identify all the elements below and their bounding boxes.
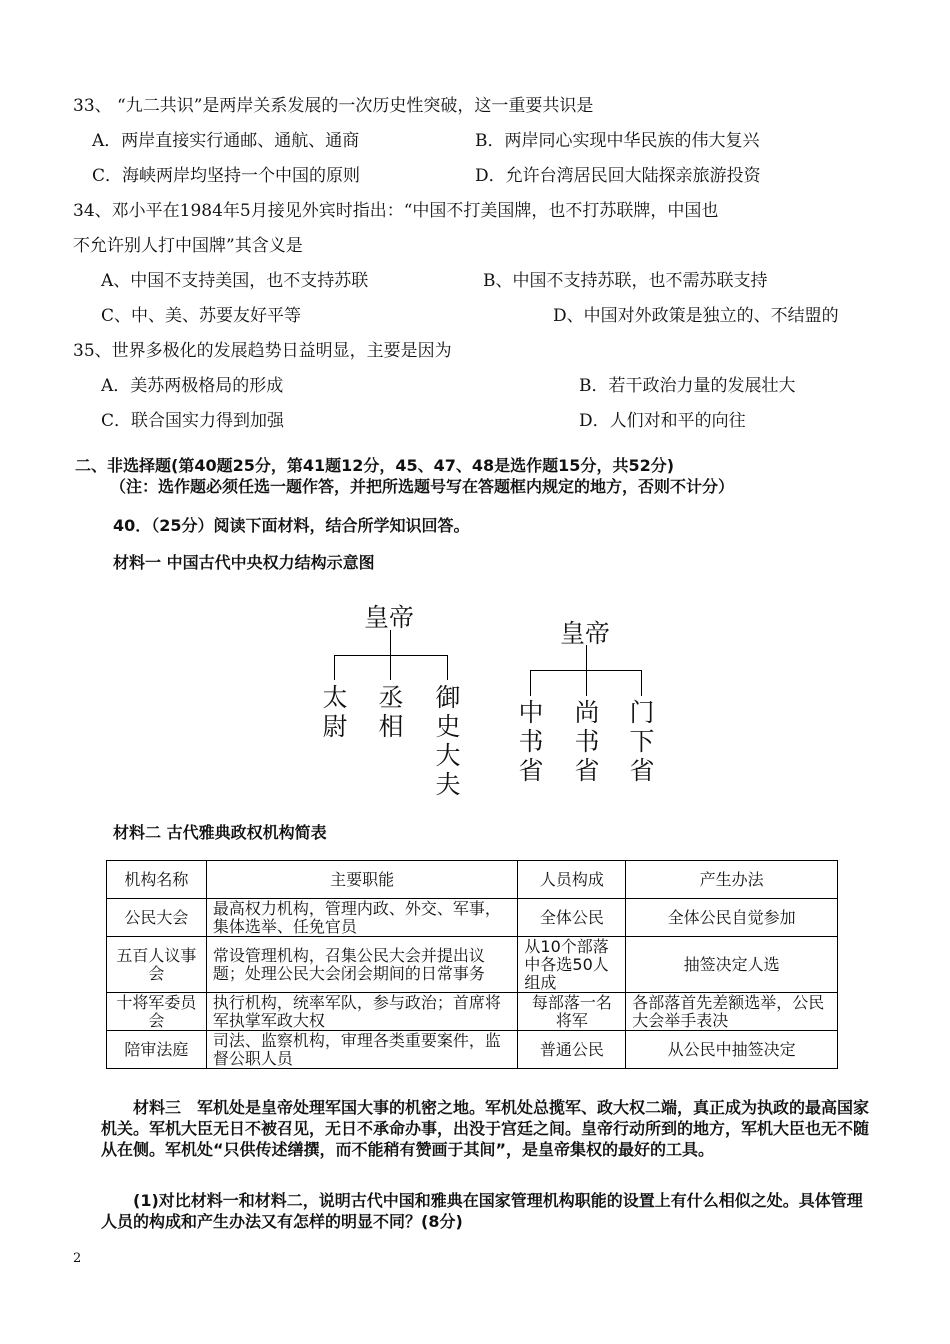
diagram-left-child-2: 丞相 bbox=[378, 683, 404, 741]
table-cell: 普通公民 bbox=[518, 1031, 626, 1069]
q40-subquestion-1: (1)对比材料一和材料二，说明古代中国和雅典在国家管理机构职能的设置上有什么相似之处。具体管理人员的构成和产生办法又有怎样的明显不同？(8分) bbox=[101, 1191, 863, 1231]
q33-option-c: C．海峡两岸均坚持一个中国的原则 bbox=[92, 166, 361, 186]
diagram-left-child-3: 御史大夫 bbox=[435, 683, 461, 799]
material2-title: 材料二 古代雅典政权机构简表 bbox=[113, 823, 327, 842]
athens-institutions-table bbox=[106, 860, 838, 1069]
table-cell: 全体公民 bbox=[518, 899, 626, 937]
table-row bbox=[107, 899, 838, 937]
table-row bbox=[107, 937, 838, 993]
table-header-cell: 主要职能 bbox=[206, 861, 518, 899]
q35-stem: 35、世界多极化的发展趋势日益明显，主要是因为 bbox=[73, 341, 452, 361]
table-header-cell: 人员构成 bbox=[518, 861, 626, 899]
table-cell: 五百人议事会 bbox=[107, 937, 207, 993]
table-cell: 公民大会 bbox=[107, 899, 207, 937]
q40-stem: 40．（25分）阅读下面材料，结合所学知识回答。 bbox=[113, 516, 470, 535]
table-cell: 从公民中抽签决定 bbox=[626, 1031, 838, 1069]
q33-option-b: B．两岸同心实现中华民族的伟大复兴 bbox=[475, 131, 760, 151]
material3-paragraph: 材料三 军机处是皇帝处理军国大事的机密之地。军机处总揽军、政大权二端，真正成为执政的最高国家机关。军机大臣无日不被召见，无日不承命办事，出没于宫廷之间。皇帝行动所到的地方，军机大臣也无不随从在侧。军机处“只供传述缮撰，而不能稍有赞画于其间”，是皇帝集权的最好的工具。 bbox=[101, 1098, 870, 1159]
q35-option-d: D．人们对和平的向往 bbox=[579, 411, 746, 431]
diagram-right-child-1: 中书省 bbox=[518, 698, 544, 785]
q34-stem-line1: 34、邓小平在1984年5月接见外宾时指出：“中国不打美国牌，也不打苏联牌，中国也 bbox=[73, 201, 719, 221]
diagram-right-child-2: 尚书省 bbox=[574, 698, 600, 785]
q34-option-b: B、中国不支持苏联，也不需苏联支持 bbox=[483, 271, 768, 291]
table-header-cell: 产生办法 bbox=[626, 861, 838, 899]
q33-stem: 33、 “九二共识”是两岸关系发展的一次历史性突破，这一重要共识是 bbox=[73, 96, 594, 116]
table-cell: 司法、监察机构，审理各类重要案件，监督公职人员 bbox=[206, 1031, 518, 1069]
table-cell: 从10个部落中各选50人组成 bbox=[518, 937, 626, 993]
table-cell: 执行机构，统率军队，参与政治；首席将军执掌军政大权 bbox=[206, 993, 518, 1031]
q34-option-c: C、中、美、苏要友好平等 bbox=[101, 306, 302, 326]
table-cell: 全体公民自觉参加 bbox=[626, 899, 838, 937]
table-cell: 抽签决定人选 bbox=[626, 937, 838, 993]
material1-title: 材料一 中国古代中央权力结构示意图 bbox=[113, 553, 375, 572]
q33-option-d: D．允许台湾居民回大陆探亲旅游投资 bbox=[475, 166, 761, 186]
q34-stem-line2: 不允许别人打中国牌”其含义是 bbox=[73, 236, 303, 256]
table-cell: 十将军委员会 bbox=[107, 993, 207, 1031]
table-row bbox=[107, 1031, 838, 1069]
table-cell: 最高权力机构，管理内政、外交、军事，集体选举、任免官员 bbox=[206, 899, 518, 937]
diagram-left-root: 皇帝 bbox=[364, 603, 415, 632]
q35-option-a: A．美苏两极格局的形成 bbox=[101, 376, 284, 396]
page-number: 2 bbox=[73, 1251, 82, 1266]
table-header-row bbox=[107, 861, 838, 899]
q34-option-d: D、中国对外政策是独立的、不结盟的 bbox=[553, 306, 839, 326]
table-cell: 常设管理机构，召集公民大会并提出议题；处理公民大会闭会期间的日常事务 bbox=[206, 937, 518, 993]
table-cell: 每部落一名将军 bbox=[518, 993, 626, 1031]
table-cell: 陪审法庭 bbox=[107, 1031, 207, 1069]
section2-title: 二、非选择题(第40题25分，第41题12分，45、47、48是选作题15分，共52分) bbox=[75, 456, 675, 475]
diagram-right-root: 皇帝 bbox=[560, 619, 611, 648]
diagram-left-child-1: 太尉 bbox=[322, 683, 348, 741]
table-cell: 各部落首先差额选举，公民大会举手表决 bbox=[626, 993, 838, 1031]
section2-note: （注：选作题必须任选一题作答，并把所选题号写在答题框内规定的地方，否则不计分） bbox=[110, 477, 735, 496]
diagram-right-child-3: 门下省 bbox=[629, 698, 655, 785]
q35-option-b: B．若干政治力量的发展壮大 bbox=[579, 376, 796, 396]
q33-option-a: A．两岸直接实行通邮、通航、通商 bbox=[92, 131, 360, 151]
q34-option-a: A、中国不支持美国，也不支持苏联 bbox=[101, 271, 369, 291]
table-header-cell: 机构名称 bbox=[107, 861, 207, 899]
q35-option-c: C．联合国实力得到加强 bbox=[101, 411, 285, 431]
table-row bbox=[107, 993, 838, 1031]
